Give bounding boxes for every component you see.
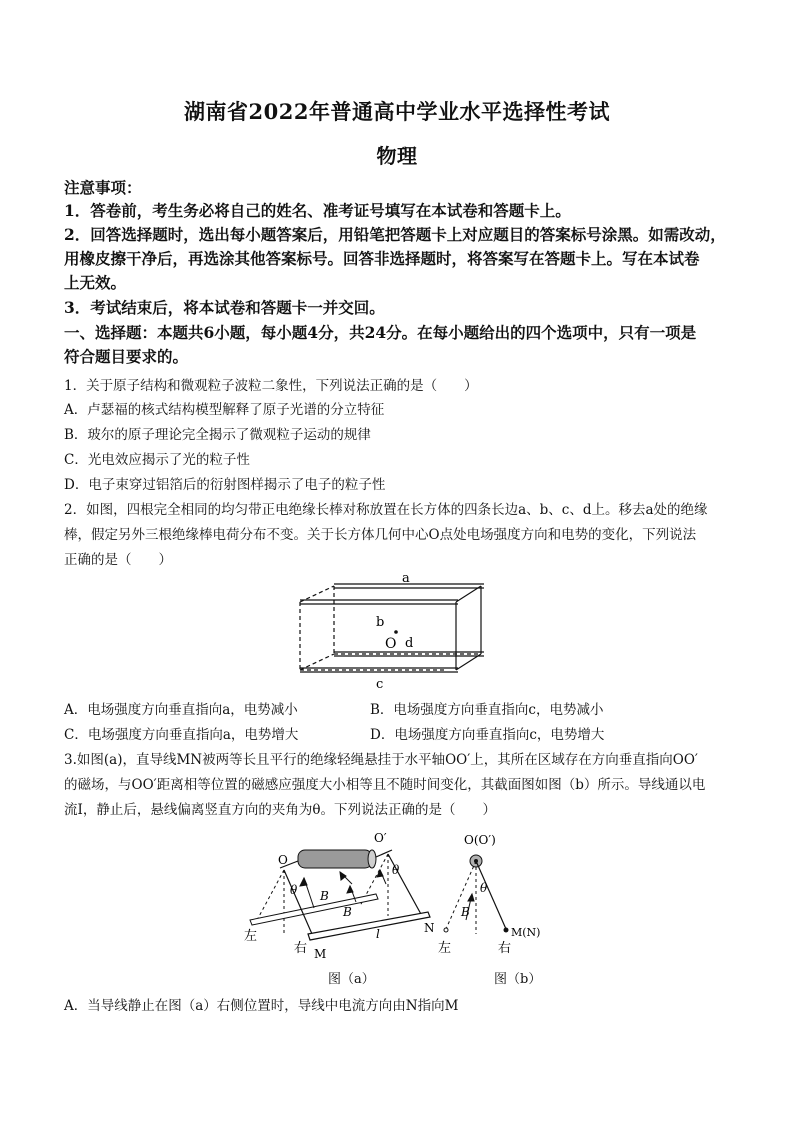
angle-label-theta: θ xyxy=(290,883,298,897)
axis-label-o: O xyxy=(278,853,288,867)
direction-label-left: 左 xyxy=(244,929,258,944)
notice-item: 上无效。 xyxy=(64,273,127,292)
notice-item: 1．答卷前，考生务必将自己的姓名、准考证号填写在本试卷和答题卡上。 xyxy=(64,201,571,220)
section-heading: 一、选择题：本题共6小题，每小题4分，共24分。在每小题给出的四个选项中，只有一项是 xyxy=(64,323,697,342)
end-label-mn: M(N) xyxy=(511,926,541,939)
notice-item: 3．考试结束后，将本试卷和答题卡一并交回。 xyxy=(64,298,385,317)
direction-label-right: 右 xyxy=(294,941,308,956)
axis-label-o-prime: O′ xyxy=(374,831,387,845)
question-3-stem: 流I，静止后，悬线偏离竖直方向的夹角为θ。下列说法正确的是（ ） xyxy=(64,802,496,818)
notice-item: 2．回答选择题时，选出每小题答案后，用铅笔把答题卡上对应题目的答案标号涂黑。如需改动， xyxy=(64,225,726,244)
question-1-option: A．卢瑟福的核式结构模型解释了原子光谱的分立特征 xyxy=(64,402,385,418)
section-heading: 符合题目要求的。 xyxy=(64,347,189,366)
angle-label-theta: θ xyxy=(480,881,488,895)
question-2-stem: 正确的是（ ） xyxy=(64,552,172,568)
question-2-option: B．电场强度方向垂直指向c，电势减小 xyxy=(370,702,604,718)
question-2-figure xyxy=(296,574,496,692)
question-1-option: C．光电效应揭示了光的粒子性 xyxy=(64,452,250,468)
subject-title: 物理 xyxy=(376,144,418,168)
rod-label-d: d xyxy=(405,636,414,651)
question-1-option: B．玻尔的原子理论完全揭示了微观粒子运动的规律 xyxy=(64,427,371,443)
notice-heading: 注意事项： xyxy=(64,178,142,197)
question-2-stem: 棒，假定另外三根绝缘棒电荷分布不变。关于长方体几何中心O点处电场强度方向和电势的变化，下列说法 xyxy=(64,527,697,543)
direction-label-right: 右 xyxy=(498,941,512,956)
question-1-option: D．电子束穿过铝箔后的衍射图样揭示了电子的粒子性 xyxy=(64,477,386,493)
question-3-option: A．当导线静止在图（a）右侧位置时，导线中电流方向由N指向M xyxy=(64,998,459,1014)
question-2-option: C．电场强度方向垂直指向a，电势增大 xyxy=(64,727,299,743)
figure-b-caption: 图（b） xyxy=(494,972,542,987)
rod-label-b: b xyxy=(376,615,385,630)
question-2-option: A．电场强度方向垂直指向a，电势减小 xyxy=(64,702,298,718)
axis-label-oo: O(O′) xyxy=(464,833,496,847)
angle-label-theta: θ xyxy=(392,863,400,877)
figure-a-caption: 图（a） xyxy=(328,972,375,987)
length-label-l: l xyxy=(376,927,380,941)
field-label-b: B xyxy=(461,905,470,919)
notice-item: 用橡皮擦干净后，再选涂其他答案标号。回答非选择题时，将答案写在答题卡上。写在本试卷 xyxy=(64,249,700,268)
question-3-figure-b xyxy=(436,824,556,964)
field-label-b: B xyxy=(320,889,329,903)
question-1-stem: 1．关于原子结构和微观粒子波粒二象性，下列说法正确的是（ ） xyxy=(64,378,478,394)
direction-label-left: 左 xyxy=(438,941,452,956)
question-3-stem: 3.如图(a)，直导线MN被两等长且平行的绝缘轻绳悬挂于水平轴OO′上，其所在区域存在方向垂直指向OO′ xyxy=(64,752,698,768)
question-3-stem: 的磁场，与OO′距离相等位置的磁感应强度大小相等且不随时间变化，其截面图如图（b）所示。导线通以电 xyxy=(64,777,706,793)
end-label-n: N xyxy=(424,921,435,935)
question-2-option: D．电场强度方向垂直指向c，电势增大 xyxy=(370,727,605,743)
field-label-b: B xyxy=(343,905,352,919)
exam-title: 湖南省2022年普通高中学业水平选择性考试 xyxy=(184,99,610,124)
rod-label-c: c xyxy=(376,677,384,692)
question-3-figure-a xyxy=(242,824,462,964)
end-label-m: M xyxy=(314,947,327,961)
rod-label-a: a xyxy=(402,574,410,586)
question-2-stem: 2．如图，四根完全相同的均匀带正电绝缘长棒对称放置在长方体的四条长边a、b、c、d上。移去a处的绝缘 xyxy=(64,502,708,518)
center-label-o: O xyxy=(385,636,397,652)
